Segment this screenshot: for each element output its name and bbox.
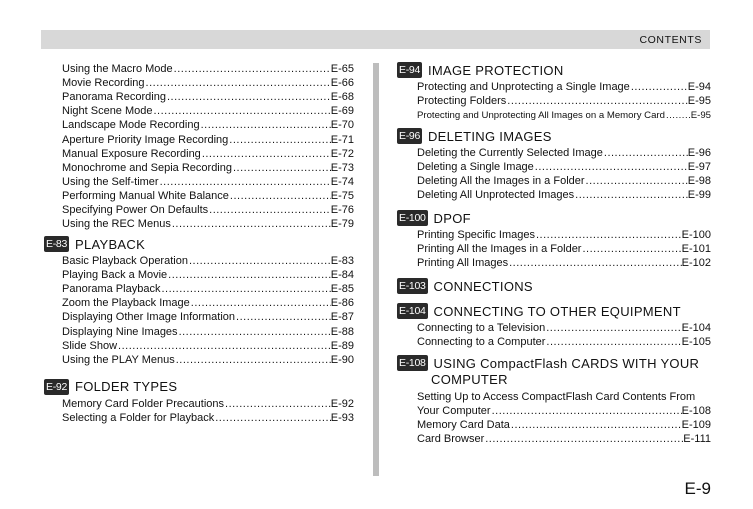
toc-entry-page: E-84: [330, 269, 354, 282]
toc-entry[interactable]: [417, 229, 711, 242]
toc-entry[interactable]: [417, 391, 711, 404]
toc-entry[interactable]: [417, 95, 711, 108]
toc-entry-page: E-95: [687, 95, 711, 108]
dot-leader: [214, 412, 331, 425]
page-badge: E-103: [399, 280, 426, 292]
dot-leader: [585, 175, 688, 188]
dot-leader: [665, 109, 691, 122]
page-badge: E-92: [46, 380, 67, 393]
dot-leader: [484, 433, 683, 446]
dot-leader: [491, 405, 682, 418]
section-title: CONNECTIONS: [433, 278, 533, 294]
toc-entry-title: Playing Back a Movie: [62, 269, 168, 282]
toc-entry-page: E-95: [690, 110, 711, 122]
section-title: PLAYBACK: [74, 236, 146, 252]
toc-entry[interactable]: [62, 134, 354, 147]
dot-leader: [208, 204, 331, 217]
toc-entry-page: E-69: [330, 105, 354, 118]
toc-entry-title: Protecting Folders: [417, 95, 507, 108]
dot-leader: [224, 398, 331, 411]
dot-leader: [581, 243, 681, 256]
toc-entry[interactable]: [417, 322, 711, 335]
toc-entry[interactable]: [417, 189, 711, 202]
header-label: CONTENTS: [639, 34, 702, 46]
section-heading[interactable]: [397, 62, 564, 78]
toc-entry[interactable]: [62, 283, 354, 296]
page-badge: E-108: [399, 357, 426, 369]
toc-entry-page: E-101: [681, 243, 711, 256]
page-badge: E-83: [46, 238, 67, 250]
dot-leader: [630, 81, 688, 94]
toc-entry-page: E-87: [330, 311, 354, 324]
section-heading[interactable]: [44, 236, 145, 252]
toc-entry-title: Zoom the Playback Image: [62, 297, 190, 310]
toc-entry-title: Landscape Mode Recording: [62, 119, 200, 132]
toc-entry-title: Deleting a Single Image: [417, 161, 534, 174]
section-title: FOLDER TYPES: [74, 379, 178, 395]
toc-entry[interactable]: [62, 297, 354, 310]
dot-leader: [229, 190, 331, 203]
toc-entry-page: E-76: [330, 204, 354, 216]
dot-leader: [117, 340, 331, 353]
toc-entry-page: E-83: [330, 255, 354, 267]
toc-entry[interactable]: [62, 354, 354, 367]
section-title-continued: COMPUTER: [431, 372, 508, 387]
toc-entry[interactable]: [417, 175, 711, 188]
header-bar: [41, 30, 710, 49]
dot-leader: [167, 269, 331, 282]
dot-leader: [175, 354, 331, 367]
dot-leader: [545, 336, 681, 349]
toc-entry-title: Night Scene Mode: [62, 105, 153, 118]
dot-leader: [159, 176, 331, 189]
toc-entry-page: E-94: [687, 81, 711, 93]
toc-entry[interactable]: [417, 419, 711, 432]
dot-leader: [545, 322, 681, 335]
toc-entry-page: E-92: [330, 397, 354, 410]
toc-entry-title: Protecting and Unprotecting a Single Image: [417, 81, 630, 93]
dot-leader: [200, 119, 331, 132]
toc-entry[interactable]: [417, 257, 711, 270]
section-heading[interactable]: [397, 278, 533, 294]
toc-entry-page: E-86: [330, 297, 354, 310]
toc-entry-title: Memory Card Folder Precautions: [62, 397, 225, 410]
section-title: CONNECTING TO OTHER EQUIPMENT: [433, 303, 681, 319]
toc-entry-title: Deleting All the Images in a Folder: [417, 175, 585, 188]
toc-entry-page: E-90: [330, 353, 354, 366]
toc-entry-page: E-85: [330, 283, 354, 296]
toc-entry-title: Movie Recording: [62, 77, 145, 90]
toc-entry[interactable]: [417, 81, 711, 94]
toc-entry-page: E-102: [681, 257, 711, 270]
toc-entry-page: E-96: [687, 147, 711, 159]
page-badge: E-104: [399, 305, 426, 317]
toc-entry-title: Deleting All Unprotected Images: [417, 189, 575, 202]
toc-entry[interactable]: [62, 311, 354, 324]
toc-entry-page: E-98: [687, 175, 711, 188]
toc-entry[interactable]: [62, 398, 354, 411]
section-title: IMAGE PROTECTION: [427, 62, 564, 78]
dot-leader: [178, 326, 331, 339]
toc-entry[interactable]: [62, 326, 354, 339]
toc-entry-page: E-73: [330, 161, 354, 174]
dot-leader: [535, 229, 682, 242]
toc-entry[interactable]: [417, 109, 711, 122]
toc-entry-page: E-70: [330, 119, 354, 132]
toc-entry[interactable]: [62, 190, 354, 203]
toc-entry-title: Aperture Priority Image Recording: [62, 133, 229, 146]
toc-entry-title: Displaying Nine Images: [62, 325, 178, 338]
section-title: USING CompactFlash CARDS WITH YOUR: [433, 355, 700, 371]
dot-leader: [201, 148, 331, 161]
page-number: E-9: [684, 479, 711, 498]
toc-entry-title: Performing Manual White Balance: [62, 189, 229, 202]
toc-entry-page: E-71: [330, 133, 354, 146]
dot-leader: [508, 257, 682, 270]
section-heading[interactable]: [397, 128, 552, 144]
page-badge: E-94: [399, 64, 420, 76]
toc-entry-title: Monochrome and Sepia Recording: [62, 161, 232, 174]
toc-entry[interactable]: [62, 269, 354, 282]
toc-entry[interactable]: [62, 255, 354, 268]
toc-entry[interactable]: [62, 340, 354, 353]
toc-entry-page: E-65: [330, 63, 354, 75]
toc-entry-page: E-74: [330, 175, 354, 188]
toc-entry-page: E-68: [330, 91, 354, 104]
column-divider: [373, 63, 379, 476]
toc-entry-page: E-99: [687, 189, 711, 202]
toc-entry-page: E-88: [330, 325, 354, 338]
dot-leader: [510, 419, 682, 432]
toc-entry-title: Displaying Other Image Information: [62, 311, 236, 324]
toc-entry-title: Your Computer: [417, 405, 491, 418]
dot-leader: [574, 189, 688, 202]
toc-entry[interactable]: [417, 161, 711, 174]
section-title: DELETING IMAGES: [427, 128, 552, 144]
dot-leader: [228, 134, 330, 147]
dot-leader: [603, 147, 688, 160]
dot-leader: [145, 77, 331, 90]
toc-entry[interactable]: [62, 105, 354, 118]
dot-leader: [166, 91, 331, 104]
toc-entry[interactable]: [62, 148, 354, 161]
toc-entry-title: Deleting the Currently Selected Image: [417, 147, 603, 159]
toc-entry-title: Slide Show: [62, 339, 118, 352]
section-heading[interactable]: [397, 210, 471, 226]
toc-entry-page: E-104: [681, 322, 711, 334]
toc-entry-page: E-97: [687, 161, 711, 174]
toc-entry-title: Card Browser: [417, 433, 485, 446]
dot-leader: [171, 218, 331, 231]
toc-entry[interactable]: [62, 119, 354, 132]
toc-entry-page: E-111: [683, 433, 711, 446]
toc-entry[interactable]: [62, 412, 354, 425]
toc-entry-title: Setting Up to Access CompactFlash Card Contents From: [417, 391, 696, 403]
toc-entry-page: E-105: [681, 336, 711, 349]
toc-entry[interactable]: [417, 336, 711, 349]
dot-leader: [506, 95, 687, 108]
toc-entry[interactable]: [62, 162, 354, 175]
toc-entry-title: Using the REC Menus: [62, 218, 171, 231]
dot-leader: [188, 255, 331, 268]
toc-entry[interactable]: [62, 218, 354, 231]
toc-entry-page: E-89: [330, 339, 354, 352]
toc-entry-page: E-93: [330, 411, 354, 424]
dot-leader: [153, 105, 331, 118]
dot-leader: [235, 311, 331, 324]
toc-entry-title: Using the Self-timer: [62, 175, 159, 188]
toc-entry[interactable]: [62, 77, 354, 90]
toc-entry-title: Selecting a Folder for Playback: [62, 411, 215, 424]
toc-entry[interactable]: [417, 405, 711, 418]
dot-leader: [232, 162, 331, 175]
toc-entry-page: E-72: [330, 147, 354, 160]
toc-entry-title: Using the Macro Mode: [62, 63, 173, 75]
section-heading[interactable]: [397, 355, 699, 371]
toc-entry[interactable]: [417, 147, 711, 160]
section-title: DPOF: [433, 210, 471, 226]
dot-leader: [173, 63, 331, 76]
page-badge: E-96: [399, 130, 420, 142]
toc-entry-title: Memory Card Data: [417, 419, 510, 432]
toc-entry-title: Specifying Power On Defaults: [62, 204, 209, 216]
toc-entry[interactable]: [62, 176, 354, 189]
toc-entry-page: E-109: [681, 419, 711, 432]
toc-entry-title: Connecting to a Television: [417, 322, 546, 334]
toc-entry-title: Basic Playback Operation: [62, 255, 188, 267]
toc-entry-title: Manual Exposure Recording: [62, 147, 201, 160]
dot-leader: [534, 161, 688, 174]
section-heading[interactable]: [397, 303, 681, 319]
toc-entry-page: E-100: [681, 229, 711, 241]
toc-entry[interactable]: [62, 91, 354, 104]
dot-leader: [160, 283, 330, 296]
toc-entry-title: Using the PLAY Menus: [62, 353, 175, 366]
toc-entry-title: Protecting and Unprotecting All Images on a Memory Card: [417, 110, 665, 122]
toc-entry-title: Printing Specific Images: [417, 229, 535, 241]
toc-entry[interactable]: [417, 433, 711, 446]
dot-leader: [190, 297, 331, 310]
toc-entry-title: Printing All the Images in a Folder: [417, 243, 582, 256]
toc-entry-page: E-108: [681, 405, 711, 418]
toc-entry-title: Panorama Recording: [62, 91, 166, 104]
section-heading[interactable]: [44, 379, 177, 395]
toc-entry[interactable]: [62, 204, 354, 217]
toc-entry-title: Printing All Images: [417, 257, 509, 270]
page-badge: E-100: [399, 212, 426, 224]
toc-entry[interactable]: [62, 63, 354, 76]
toc-entry-page: E-79: [330, 218, 354, 231]
toc-entry-title: Panorama Playback: [62, 283, 161, 296]
toc-entry-page: E-66: [330, 77, 354, 90]
toc-entry-title: Connecting to a Computer: [417, 336, 546, 349]
toc-entry-page: E-75: [330, 189, 354, 202]
toc-entry[interactable]: [417, 243, 711, 256]
